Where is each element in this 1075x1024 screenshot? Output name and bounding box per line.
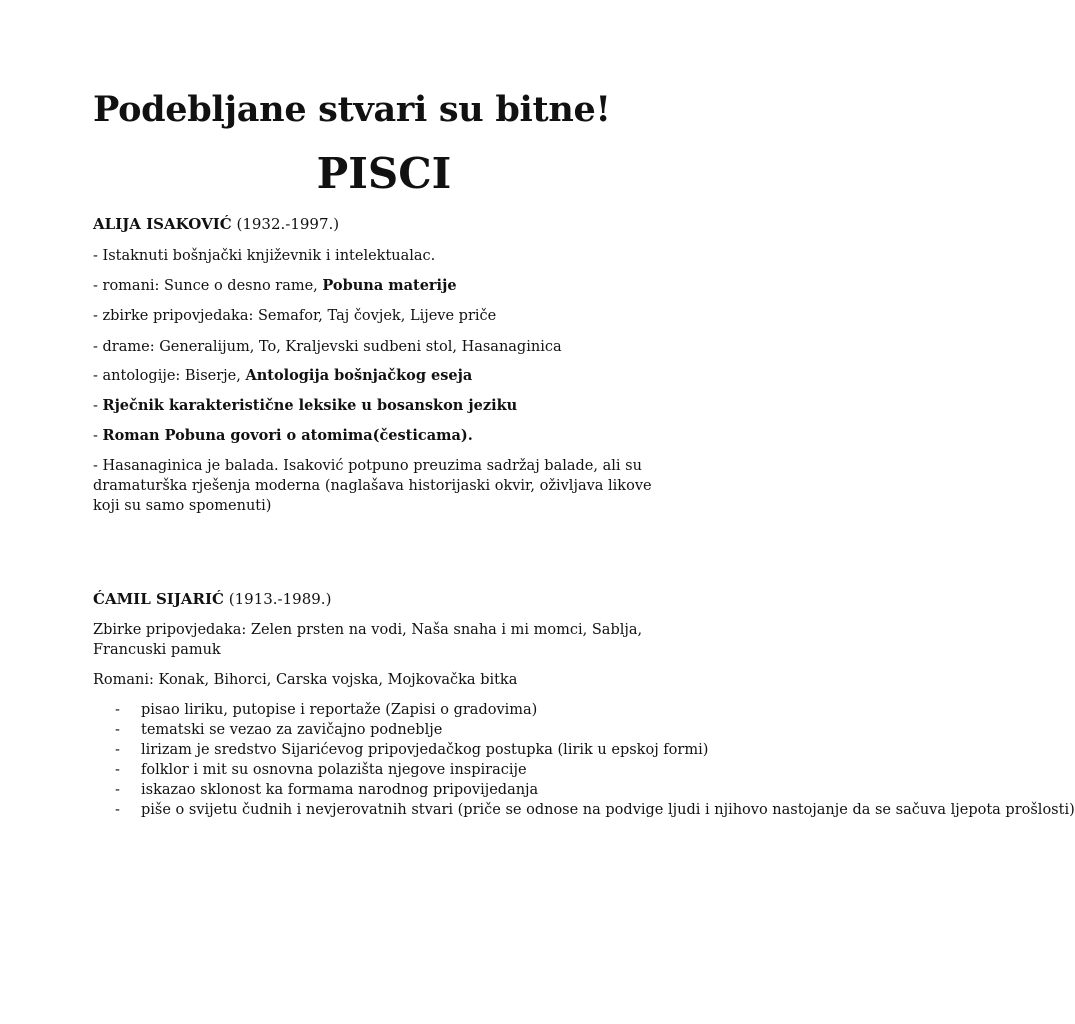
- fact-text: - Istaknuti bošnjački književnik i intelektualac.: [93, 248, 436, 264]
- collections-paragraph: Zbirke pripovjedaka: Zelen prsten na vodi, Naša snaha i mi momci, Sablja, Francuski pamuk: [93, 622, 643, 658]
- list-item-text: lirizam je sredstvo Sijarićevog pripovjedačkog postupka (lirik u epskoj formi): [141, 742, 709, 758]
- list-item-text: tematski se vezao za zavičajno podneblje: [141, 722, 443, 738]
- fact-text: - antologije: Biserje,: [93, 368, 246, 384]
- fact-bold: Antologija bošnjačkog eseja: [245, 367, 473, 384]
- list-item-text: piše o svijetu čudnih i nevjerovatnih stvari (priče se odnose na podvige ljudi i njihovo nastojanje da se sačuva ljepota prošlosti): [141, 802, 1075, 818]
- list-item: [115, 800, 1075, 820]
- fact-line: [93, 396, 517, 416]
- fact-line: [93, 306, 496, 326]
- fact-line: [93, 366, 472, 386]
- list-item: [115, 740, 709, 760]
- author-name: ALIJA ISAKOVIĆ: [93, 215, 232, 233]
- list-item-text: iskazao sklonost ka formama narodnog pripovijedanja: [141, 782, 539, 798]
- page-title: Podebljane stvari su bitne!: [93, 89, 611, 130]
- fact-line: [93, 426, 473, 446]
- bullet-marker: -: [115, 762, 120, 778]
- hasanaginica-paragraph: - Hasanaginica je balada. Isaković potpuno preuzima sadržaj balade, ali su dramaturška rješenja moderna (naglašava historijaski okvir, oživljava likove koji su samo spomenuti): [93, 458, 652, 514]
- bullet-marker: -: [115, 722, 120, 738]
- bullet-marker: -: [115, 742, 120, 758]
- novels-paragraph: Romani: Konak, Bihorci, Carska vojska, Mojkovačka bitka: [93, 672, 518, 688]
- bullet-list: [115, 700, 1075, 820]
- author-years: (1913.-1989.): [228, 590, 332, 608]
- bullet-marker: -: [115, 782, 120, 798]
- fact-bold: Rječnik karakteristične leksike u bosanskon jeziku: [102, 397, 518, 414]
- section-title: PISCI: [316, 149, 452, 198]
- author-years: (1932.-1997.): [236, 215, 340, 233]
- fact-line: [93, 337, 562, 357]
- fact-bold: Pobuna materije: [322, 277, 457, 294]
- list-item: [115, 760, 655, 780]
- fact-text: -: [93, 428, 103, 444]
- fact-text: - drame: Generalijum, To, Kraljevski sudbeni stol, Hasanaginica: [93, 339, 562, 355]
- fact-text: - romani: Sunce o desno rame,: [93, 278, 323, 294]
- list-item-text: pisao liriku, putopise i reportaže (Zapisi o gradovima): [141, 702, 538, 718]
- author-heading-sijaric: [93, 589, 331, 609]
- bullet-marker: -: [115, 802, 120, 818]
- fact-text: - zbirke pripovjedaka: Semafor, Taj čovjek, Lijeve priče: [93, 308, 497, 324]
- list-item: [115, 780, 655, 800]
- author-name: ĆAMIL SIJARIĆ: [93, 590, 224, 608]
- fact-bold: Roman Pobuna govori o atomima(česticama).: [102, 427, 473, 444]
- list-item: [115, 720, 655, 740]
- bullet-marker: -: [115, 702, 120, 718]
- list-item: [115, 700, 655, 720]
- fact-line: [93, 246, 435, 266]
- list-item-text: folklor i mit su osnovna polazišta njegove inspiracije: [141, 762, 527, 778]
- fact-text: -: [93, 398, 103, 414]
- fact-line: [93, 276, 457, 296]
- author-heading-isakovic: [93, 214, 339, 234]
